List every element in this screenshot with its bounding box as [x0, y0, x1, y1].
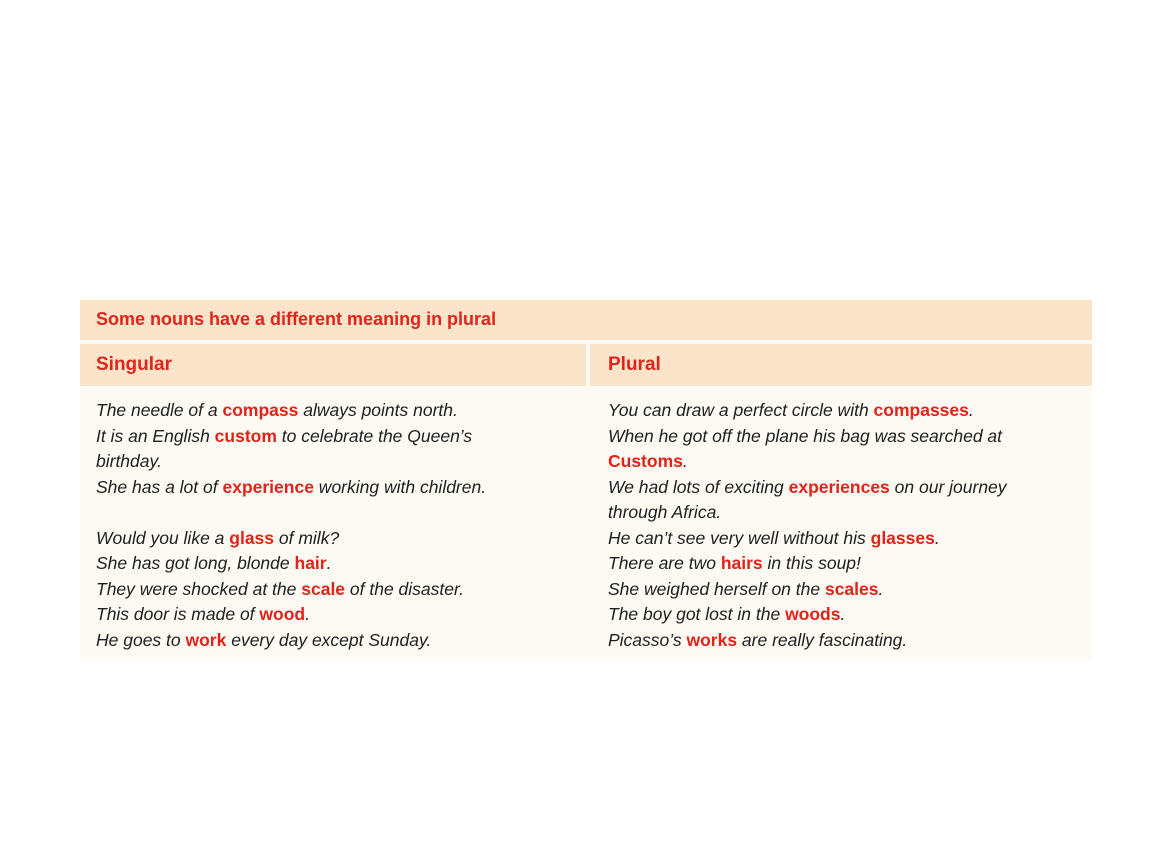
keyword: scale	[301, 578, 346, 599]
keyword: glass	[229, 527, 275, 548]
plural-header-label: Plural	[608, 354, 661, 375]
keyword: custom	[214, 425, 277, 446]
keyword: glasses	[870, 527, 935, 548]
keyword: experience	[222, 476, 314, 497]
keyword: Customs	[608, 451, 683, 471]
sentence-line: We had lots of exciting experiences on our journey	[608, 476, 1007, 497]
spacer	[96, 500, 576, 526]
sentence-line: It is an English custom to celebrate the Queen’s	[96, 425, 473, 446]
singular-header	[80, 344, 586, 386]
plural-header	[590, 344, 1092, 386]
sentence-line: The needle of a compass always points north.	[96, 400, 458, 420]
sentence-line: They were shocked at the scale of the disaster.	[96, 578, 465, 599]
keyword: hair	[294, 553, 327, 573]
keyword: works	[686, 629, 738, 650]
sentence-line: There are two hairs in this soup!	[608, 553, 861, 573]
sentence-line: He goes to work every day except Sunday.	[96, 629, 432, 650]
plural-column	[608, 398, 1086, 653]
keyword: work	[185, 629, 227, 650]
sentence-line: birthday.	[96, 451, 162, 471]
grammar-panel	[80, 300, 1092, 660]
sentence-line: This door is made of wood.	[96, 604, 310, 624]
keyword: scales	[824, 578, 879, 599]
sentence-line: You can draw a perfect circle with compasses.	[608, 400, 974, 420]
sentence-line: Customs.	[608, 451, 688, 471]
sentence-line: Would you like a glass of milk?	[96, 527, 340, 548]
singular-column	[96, 398, 576, 653]
sentence-line: When he got off the plane his bag was searched at	[608, 425, 1003, 446]
panel-title: Some nouns have a different meaning in plural	[96, 309, 497, 329]
keyword: hairs	[720, 553, 763, 573]
title-bar	[80, 300, 1092, 340]
sentence-line: She weighed herself on the scales.	[608, 578, 884, 599]
keyword: wood	[259, 604, 306, 624]
sentence-line: through Africa.	[608, 502, 722, 522]
singular-header-label: Singular	[96, 354, 173, 375]
keyword: compasses	[873, 400, 969, 420]
sentence-line: She has a lot of experience working with children.	[96, 476, 487, 497]
sentence-line: She has got long, blonde hair.	[96, 553, 332, 573]
keyword: woods	[785, 604, 841, 624]
keyword: compass	[222, 400, 299, 420]
sentence-line: The boy got lost in the woods.	[608, 604, 846, 624]
sentence-line: Picasso’s works are really fascinating.	[608, 629, 908, 650]
sentence-line: He can’t see very well without his glasses.	[608, 527, 940, 548]
keyword: experiences	[788, 476, 890, 497]
